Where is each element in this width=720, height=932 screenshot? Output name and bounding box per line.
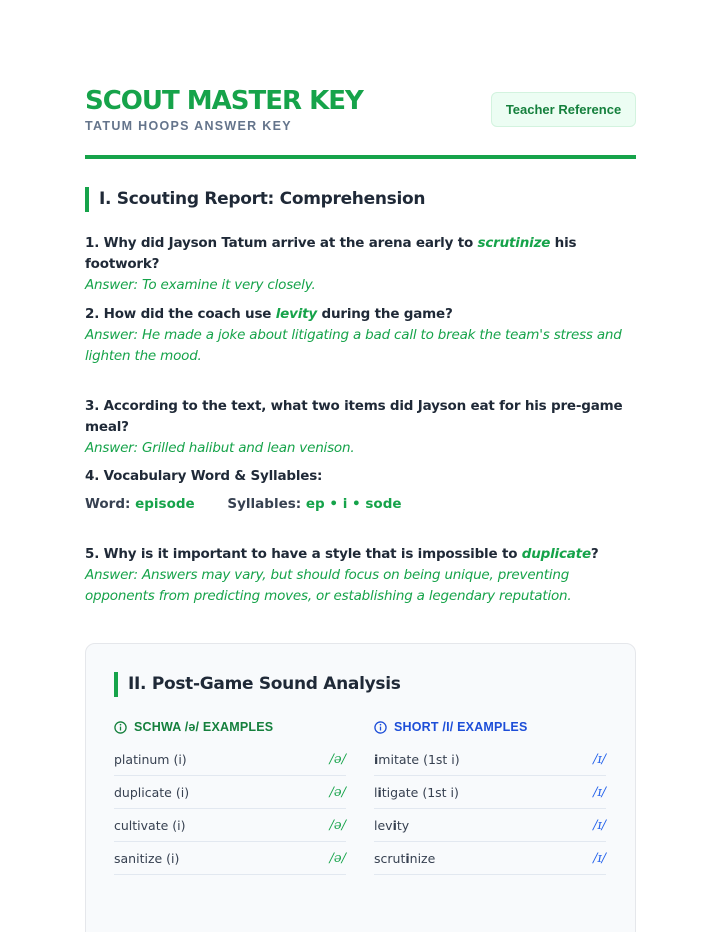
list-item: imitate (1st i) /ɪ/ xyxy=(374,743,606,776)
info-icon xyxy=(374,721,387,734)
question-text: 1. Why did Jayson Tatum arrive at the arena early to scrutinize his footwork? xyxy=(85,235,577,272)
section-heading-sound-analysis: II. Post-Game Sound Analysis xyxy=(114,672,401,697)
schwa-list xyxy=(114,743,346,875)
vocab-syllables-value: ep • i • sode xyxy=(305,496,402,512)
answer-text: Answer: To examine it very closely. xyxy=(85,277,316,293)
info-icon xyxy=(114,721,127,734)
short-i-list xyxy=(374,743,606,875)
answer-text: Answer: He made a joke about litigating a bad call to break the team's stress and lighten the mood. xyxy=(85,327,622,364)
question-4 xyxy=(85,466,645,515)
short-i-symbol: /ɪ/ xyxy=(593,817,606,833)
question-2 xyxy=(85,304,645,367)
list-item: cultivate (i) /ə/ xyxy=(114,809,346,842)
schwa-symbol: /ə/ xyxy=(329,751,346,767)
short-i-heading: SHORT /I/ EXAMPLES xyxy=(374,717,606,737)
vocab-word: scrutinize xyxy=(477,235,551,251)
question-1 xyxy=(85,233,645,296)
question-text: 4. Vocabulary Word & Syllables: xyxy=(85,468,323,484)
page-subtitle: TATUM HOOPS ANSWER KEY xyxy=(85,119,292,133)
schwa-symbol: /ə/ xyxy=(329,784,346,800)
vocab-word: levity xyxy=(275,306,318,322)
question-text: 3. According to the text, what two items did Jayson eat for his pre-game meal? xyxy=(85,398,623,435)
schwa-column xyxy=(114,717,346,875)
answer-text: Answer: Answers may vary, but should focus on being unique, preventing opponents from predicting moves, or establishing a legendary reputation. xyxy=(85,567,572,604)
question-text: 5. Why is it important to have a style that is impossible to duplicate? xyxy=(85,546,599,562)
list-item: scrutinize /ɪ/ xyxy=(374,842,606,875)
list-item: litigate (1st i) /ɪ/ xyxy=(374,776,606,809)
short-i-column xyxy=(374,717,606,875)
question-3 xyxy=(85,396,645,459)
schwa-heading: SCHWA /ə/ EXAMPLES xyxy=(114,717,346,737)
vocab-word-value: episode xyxy=(135,496,195,512)
sound-analysis-panel xyxy=(85,643,636,932)
header-divider xyxy=(85,155,636,159)
list-item: sanitize (i) /ə/ xyxy=(114,842,346,875)
short-i-symbol: /ɪ/ xyxy=(593,751,606,767)
question-5 xyxy=(85,544,645,607)
question-text: 2. How did the coach use levity during the game? xyxy=(85,306,453,322)
teacher-reference-badge: Teacher Reference xyxy=(491,92,636,127)
page-header xyxy=(85,86,636,158)
answer-text: Answer: Grilled halibut and lean venison. xyxy=(85,440,355,456)
page-title: SCOUT MASTER KEY xyxy=(85,86,363,116)
schwa-symbol: /ə/ xyxy=(329,850,346,866)
list-item: platinum (i) /ə/ xyxy=(114,743,346,776)
section-heading-comprehension: I. Scouting Report: Comprehension xyxy=(85,187,425,212)
schwa-symbol: /ə/ xyxy=(329,817,346,833)
list-item: levity /ɪ/ xyxy=(374,809,606,842)
list-item: duplicate (i) /ə/ xyxy=(114,776,346,809)
short-i-symbol: /ɪ/ xyxy=(593,784,606,800)
short-i-symbol: /ɪ/ xyxy=(593,850,606,866)
vocab-word: duplicate xyxy=(521,546,591,562)
vocab-word-syllables: Word: episode Syllables: ep • i • sode xyxy=(85,496,402,512)
